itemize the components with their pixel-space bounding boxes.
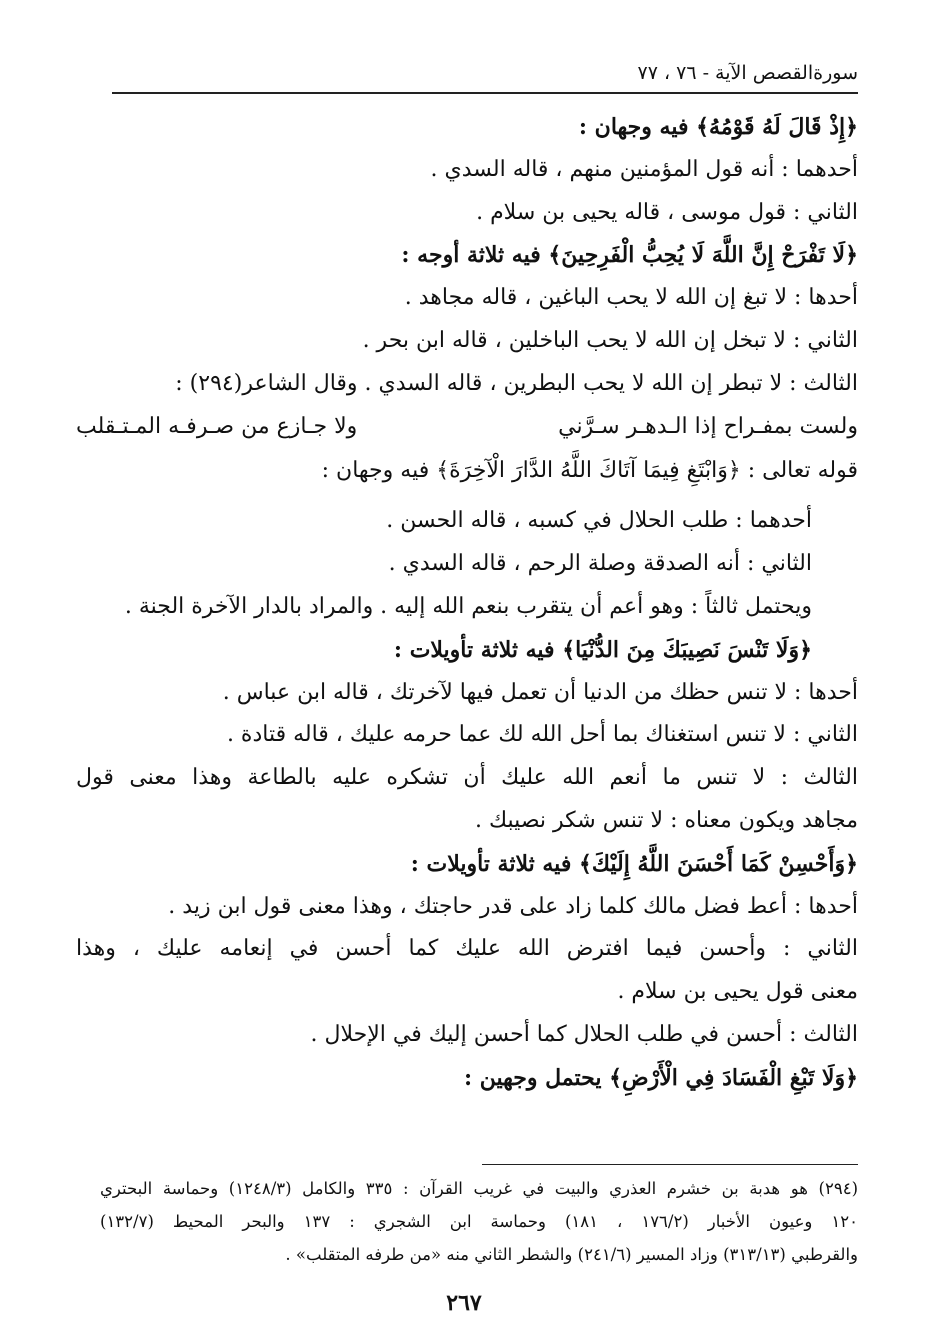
footnote-line: والقرطبي (٣١٣/١٣) وزاد المسير (٢٤١/٦) والشطر الثاني منه «من طرفه المتقلب» . xyxy=(285,1245,858,1264)
poem-first-hemistich: ولست بمفـراح إذا الـدهـر سـرَّني xyxy=(558,413,858,439)
footnote-line: ١٢٠ وعيون الأخبار (١٧٦/٢ ، ١٨١) وحماسة ابن الشجري : ١٣٧ والبحر المحيط (١٣٢/٧) xyxy=(100,1212,858,1231)
text-line: معنى قول يحيى بن سلام . xyxy=(617,979,858,1005)
verse-heading: قوله تعالى : ﴿وَابْتَغِ فِيمَا آتَاكَ اللَّهُ الدَّارَ الْآخِرَةَ﴾ فيه وجهان : xyxy=(321,458,858,484)
main-text xyxy=(76,106,858,1100)
text-line: الثالث : أحسن في طلب الحلال كما أحسن إليك في الإحلال . xyxy=(310,1021,858,1047)
text-line: مجاهد ويكون معناه : لا تنس شكر نصيبك . xyxy=(475,807,858,833)
footnote-line: (٢٩٤) هو هدبة بن خشرم العذري والبيت في غريب القرآن : ٣٣٥ والكامل (١٢٤٨/٣) وحماسة البحتري xyxy=(100,1179,858,1198)
running-title: سورةالقصص الآية - ٧٦ ، ٧٧ xyxy=(637,62,858,84)
text-line: الثاني : أنه الصدقة وصلة الرحم ، قاله السدي . xyxy=(388,551,812,577)
text-line: الثاني : وأحسن فيما افترض الله عليك كما أحسن في إنعامه عليك ، وهذا xyxy=(76,936,858,962)
text-line: أحدها : لا تبغ إن الله لا يحب الباغين ، قاله مجاهد . xyxy=(404,285,858,311)
page-header xyxy=(112,58,858,94)
text-line: الثاني : لا تنس استغناك بما أحل الله لك عما حرمه عليك ، قاله قتادة . xyxy=(226,722,858,748)
verse-heading: ﴿وَأَحْسِنْ كَمَا أَحْسَنَ اللَّهُ إِلَيْكَ﴾ فيه ثلاثة تأويلات : xyxy=(410,850,858,877)
text-line: الثالث : لا تنس ما أنعم الله عليك أن تشكره عليه بالطاعة وهذا معنى قول xyxy=(76,765,858,791)
verse-heading: ﴿وَلَا تَنْسَ نَصِيبَكَ مِنَ الدُّنْيَا﴾ فيه ثلاثة تأويلات : xyxy=(393,636,812,663)
text-line: أحدها : لا تنس حظك من الدنيا أن تعمل فيها لآخرتك ، قاله ابن عباس . xyxy=(222,679,858,705)
text-line: الثاني : قول موسى ، قاله يحيى بن سلام . xyxy=(476,199,858,225)
footnotes xyxy=(100,1172,858,1271)
text-line: ويحتمل ثالثاً : وهو أعم أن يتقرب بنعم الله إليه . والمراد بالدار الآخرة الجنة . xyxy=(124,593,812,619)
verse-heading: ﴿وَلَا تَبْغِ الْفَسَادَ فِي الْأَرْضِ﴾ يحتمل وجهين : xyxy=(463,1064,858,1091)
poetry-verse xyxy=(76,406,858,449)
poem-second-hemistich: ولا جـازع من صـرفـه المـتـقلب xyxy=(76,413,358,439)
verse-heading: ﴿إِذْ قَالَ لَهُ قَوْمُهُ﴾ فيه وجهان : xyxy=(578,114,858,140)
text-line: أحدهما : أنه قول المؤمنين منهم ، قاله السدي . xyxy=(430,156,858,182)
text-line: الثالث : لا تبطر إن الله لا يحب البطرين ، قاله السدي . وقال الشاعر(٢٩٤) : xyxy=(175,370,858,396)
page-number: ٢٦٧ xyxy=(446,1290,482,1316)
verse-heading: ﴿لَا تَفْرَحْ إِنَّ اللَّهَ لَا يُحِبُّ الْفَرِحِينَ﴾ فيه ثلاثة أوجه : xyxy=(401,242,858,269)
text-line: أحدهما : طلب الحلال في كسبه ، قاله الحسن . xyxy=(386,508,812,534)
text-line: الثاني : لا تبخل إن الله لا يحب الباخلين ، قاله ابن بحر . xyxy=(362,327,858,353)
footnote-divider xyxy=(482,1164,858,1165)
text-line: أحدها : أعط فضل مالك كلما زاد على قدر حاجتك ، وهذا معنى قول ابن زيد . xyxy=(168,893,858,919)
